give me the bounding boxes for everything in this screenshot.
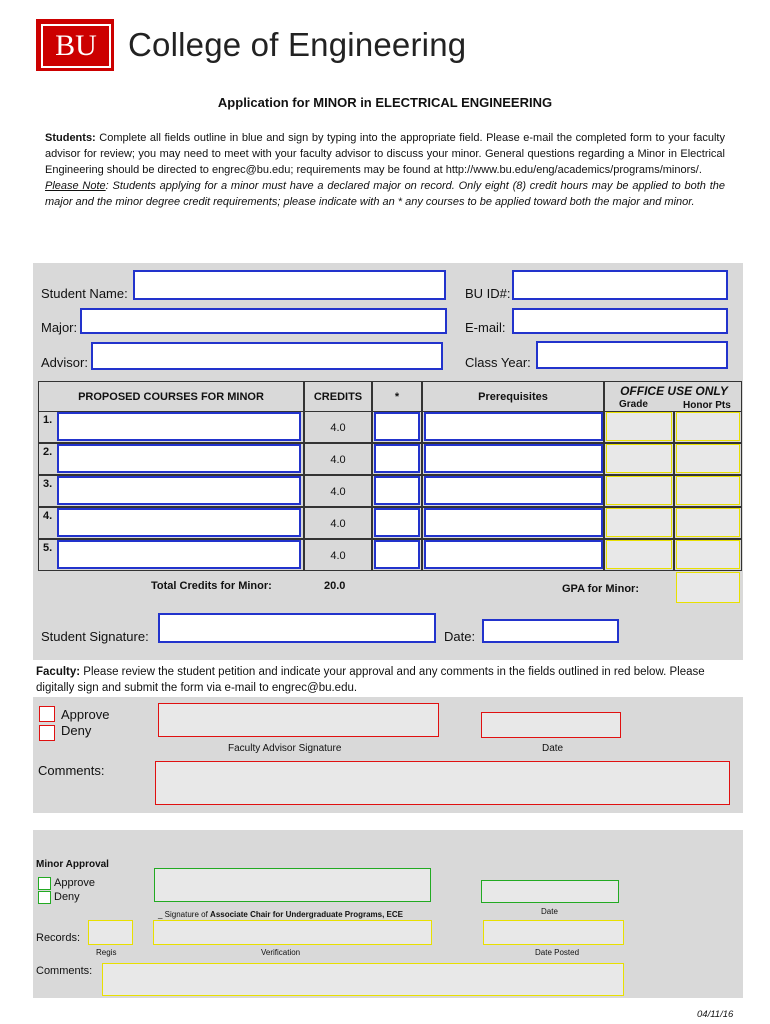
office-use-title: OFFICE USE ONLY xyxy=(620,384,728,398)
date-posted-caption: Date Posted xyxy=(535,948,580,957)
faculty-signature-field[interactable] xyxy=(158,703,439,737)
document-title: Application for MINOR in ELECTRICAL ENGINEERING xyxy=(217,95,553,110)
student-name-field[interactable] xyxy=(133,270,446,300)
course-field[interactable] xyxy=(57,412,301,441)
credits-cell: 4.0 xyxy=(304,475,372,507)
regis-caption: Regis xyxy=(96,948,117,957)
student-name-label: Student Name: xyxy=(41,286,128,301)
chair-signature-field[interactable] xyxy=(154,868,431,902)
honor-field xyxy=(676,412,740,441)
row-number: 4. xyxy=(43,510,53,522)
major-field[interactable] xyxy=(80,308,447,334)
prereq-field[interactable] xyxy=(424,476,603,505)
records-comments-field xyxy=(102,963,624,996)
grade-header: Grade xyxy=(619,399,648,410)
prereq-field[interactable] xyxy=(424,412,603,441)
honor-field xyxy=(676,476,740,505)
grade-field xyxy=(606,444,672,473)
honor-field xyxy=(676,508,740,537)
honor-field xyxy=(676,540,740,569)
regis-field xyxy=(88,920,133,945)
star-field[interactable] xyxy=(374,444,420,473)
email-label: E-mail: xyxy=(465,320,506,335)
bu-logo xyxy=(36,19,114,71)
student-signature-label: Student Signature: xyxy=(41,629,149,644)
grade-field xyxy=(606,412,672,441)
star-field[interactable] xyxy=(374,540,420,569)
chair-approve-checkbox[interactable] xyxy=(38,877,51,890)
total-credits-value: 20.0 xyxy=(324,580,346,592)
prereq-field[interactable] xyxy=(424,508,603,537)
credits-cell: 4.0 xyxy=(304,443,372,475)
minor-approval-title: Minor Approval xyxy=(36,859,109,870)
course-header: PROPOSED COURSES FOR MINOR xyxy=(38,381,304,412)
chair-date-caption: Date xyxy=(541,907,558,916)
faculty-instructions xyxy=(36,664,746,696)
student-date-label: Date: xyxy=(444,629,476,644)
credits-cell: 4.0 xyxy=(304,539,372,571)
office-use-header xyxy=(604,381,742,412)
college-name: College of Engineering xyxy=(128,26,467,63)
gpa-label: GPA for Minor: xyxy=(562,583,639,595)
bu-id-label: BU ID#: xyxy=(465,286,511,301)
student-date-field[interactable] xyxy=(482,619,619,643)
faculty-signature-caption: Faculty Advisor Signature xyxy=(228,743,342,754)
faculty-date-caption: Date xyxy=(542,743,564,754)
chair-deny-checkbox[interactable] xyxy=(38,891,51,904)
student-instructions xyxy=(45,130,725,210)
honor-pts-header: Honor Pts xyxy=(683,400,731,411)
chair-deny-label: Deny xyxy=(54,891,80,903)
credits-cell: 4.0 xyxy=(304,507,372,539)
advisor-label: Advisor: xyxy=(41,355,88,370)
instructions-body: Complete all fields outline in blue and sign by typing into the appropriate field. Please e-mail the completed form to your faculty advisor for review; you may need to meet with your faculty advisor to discuss your minor. General questions regarding a Minor in Electrical Engineering should be directed to engrec@bu.edu; requirements may be found at http://www.bu.edu/eng/academics/programs/minors/. xyxy=(45,132,725,176)
verification-field xyxy=(153,920,432,945)
verification-caption: Verification xyxy=(261,948,301,957)
chair-date-field[interactable] xyxy=(481,880,619,903)
star-field[interactable] xyxy=(374,412,420,441)
course-field[interactable] xyxy=(57,508,301,537)
grade-field xyxy=(606,476,672,505)
form-date: 04/11/16 xyxy=(697,1009,734,1020)
star-field[interactable] xyxy=(374,508,420,537)
row-number: 2. xyxy=(43,446,53,458)
credits-cell: 4.0 xyxy=(304,411,372,443)
faculty-deny-checkbox[interactable] xyxy=(39,725,55,741)
gpa-field xyxy=(676,572,740,603)
major-label: Major: xyxy=(41,320,78,335)
prereq-field[interactable] xyxy=(424,444,603,473)
row-number: 3. xyxy=(43,478,53,490)
faculty-approve-checkbox[interactable] xyxy=(39,706,55,722)
prereq-field[interactable] xyxy=(424,540,603,569)
row-number: 1. xyxy=(43,414,53,426)
class-year-field[interactable] xyxy=(536,341,728,369)
bu-id-field[interactable] xyxy=(512,270,728,300)
faculty-comments-field[interactable] xyxy=(155,761,730,805)
credits-header: CREDITS xyxy=(304,381,372,412)
chair-approve-label: Approve xyxy=(54,877,95,889)
courses-table xyxy=(38,381,742,571)
total-credits-label: Total Credits for Minor: xyxy=(151,580,272,592)
star-field[interactable] xyxy=(374,476,420,505)
chair-sig-title: Associate Chair for Undergraduate Programs, ECE xyxy=(210,910,403,919)
faculty-text: Please review the student petition and indicate your approval and any comments in the fields outlined in red below. Please digitally sign and submit the form via e-mail to engrec@bu.edu. xyxy=(36,666,705,694)
chair-signature-caption: _ Signature of Associate Chair for Undergraduate Programs, ECE xyxy=(158,910,403,919)
chair-sig-prefix: Signature of xyxy=(164,910,211,919)
student-signature-field[interactable] xyxy=(158,613,436,643)
faculty-comments-label: Comments: xyxy=(38,763,105,778)
course-field[interactable] xyxy=(57,444,301,473)
course-field[interactable] xyxy=(57,540,301,569)
faculty-lead: Faculty: xyxy=(36,666,81,678)
prereq-header: Prerequisites xyxy=(422,381,604,412)
records-label: Records: xyxy=(36,932,81,944)
row-number: 5. xyxy=(43,542,53,554)
class-year-label: Class Year: xyxy=(465,355,531,370)
faculty-date-field[interactable] xyxy=(481,712,621,738)
grade-field xyxy=(606,508,672,537)
note-label: Please Note xyxy=(45,180,106,192)
date-posted-field xyxy=(483,920,624,945)
instructions-lead: Students: xyxy=(45,132,96,144)
records-comments-label: Comments: xyxy=(36,965,93,977)
logo-text: BU xyxy=(41,24,111,68)
course-field[interactable] xyxy=(57,476,301,505)
faculty-approve-label: Approve xyxy=(61,707,110,722)
advisor-field[interactable] xyxy=(91,342,443,370)
email-field[interactable] xyxy=(512,308,728,334)
note-body: : Students applying for a minor must have a declared major on record. Only eight (8) credit hours may be applied to both the major and the minor degree credit requirements; please indicate with an * any courses to be applied toward both the major and minor. xyxy=(45,180,725,208)
honor-field xyxy=(676,444,740,473)
grade-field xyxy=(606,540,672,569)
star-header: * xyxy=(372,381,422,412)
faculty-deny-label: Deny xyxy=(61,723,92,738)
